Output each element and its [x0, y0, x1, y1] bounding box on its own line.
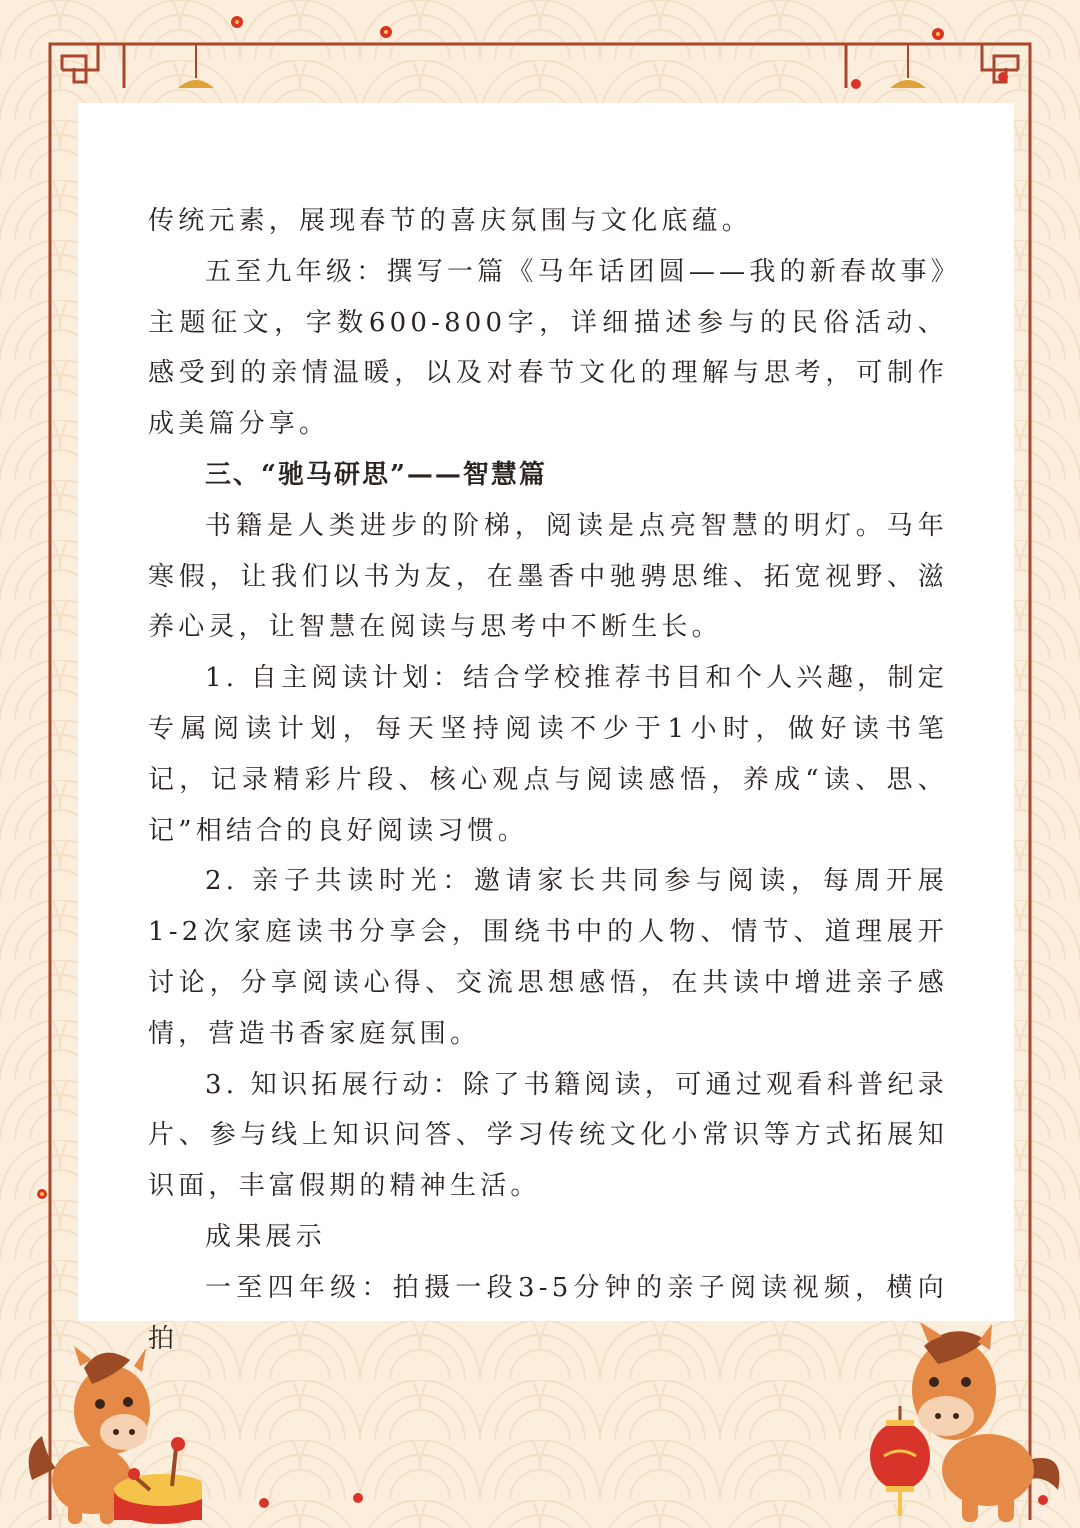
- list-item-reading-plan: 1. 自主阅读计划：结合学校推荐书目和个人兴趣，制定专属阅读计划，每天坚持阅读不少于1小时，做好读书笔记，记录精彩片段、核心观点与阅读感悟，养成“读、思、记”相结合的良好阅读习惯。: [148, 663, 948, 846]
- paragraph-intro: 书籍是人类进步的阶梯，阅读是点亮智慧的明灯。马年寒假，让我们以书为友，在墨香中驰骋思维、拓宽视野、滋养心灵，让智慧在阅读与思考中不断生长。: [148, 510, 948, 643]
- list-item-family-reading: 2. 亲子共读时光：邀请家长共同参与阅读，每周开展1-2次家庭读书分享会，围绕书中的人物、情节、道理展开讨论，分享阅读心得、交流思想感悟，在共读中增进亲子感情，营造书香家庭氛围。: [148, 866, 948, 1049]
- article-body: [148, 196, 948, 1364]
- horse-drum-illustration: [22, 1340, 202, 1528]
- paragraph-grade-5-9: 五至九年级：撰写一篇《马年话团圆——我的新春故事》主题征文，字数600-800字，详细描述参与的民俗活动、感受到的亲情温暖，以及对春节文化的理解与思考，可制作成美篇分享。: [148, 256, 948, 440]
- horse-lantern-illustration: [858, 1320, 1068, 1528]
- section-heading: 三、“驰马研思”——智慧篇: [205, 459, 547, 490]
- list-item-knowledge: 3. 知识拓展行动：除了书籍阅读，可通过观看科普纪录片、参与线上知识问答、学习传统文化小常识等方式拓展知识面，丰富假期的精神生活。: [148, 1069, 948, 1202]
- paragraph-continuation: 传统元素，展现春节的喜庆氛围与文化底蕴。: [148, 206, 753, 236]
- paragraph-grade-1-4: 一至四年级：拍摄一段3-5分钟的亲子阅读视频，横向拍: [148, 1272, 948, 1354]
- results-label: 成果展示: [205, 1221, 326, 1252]
